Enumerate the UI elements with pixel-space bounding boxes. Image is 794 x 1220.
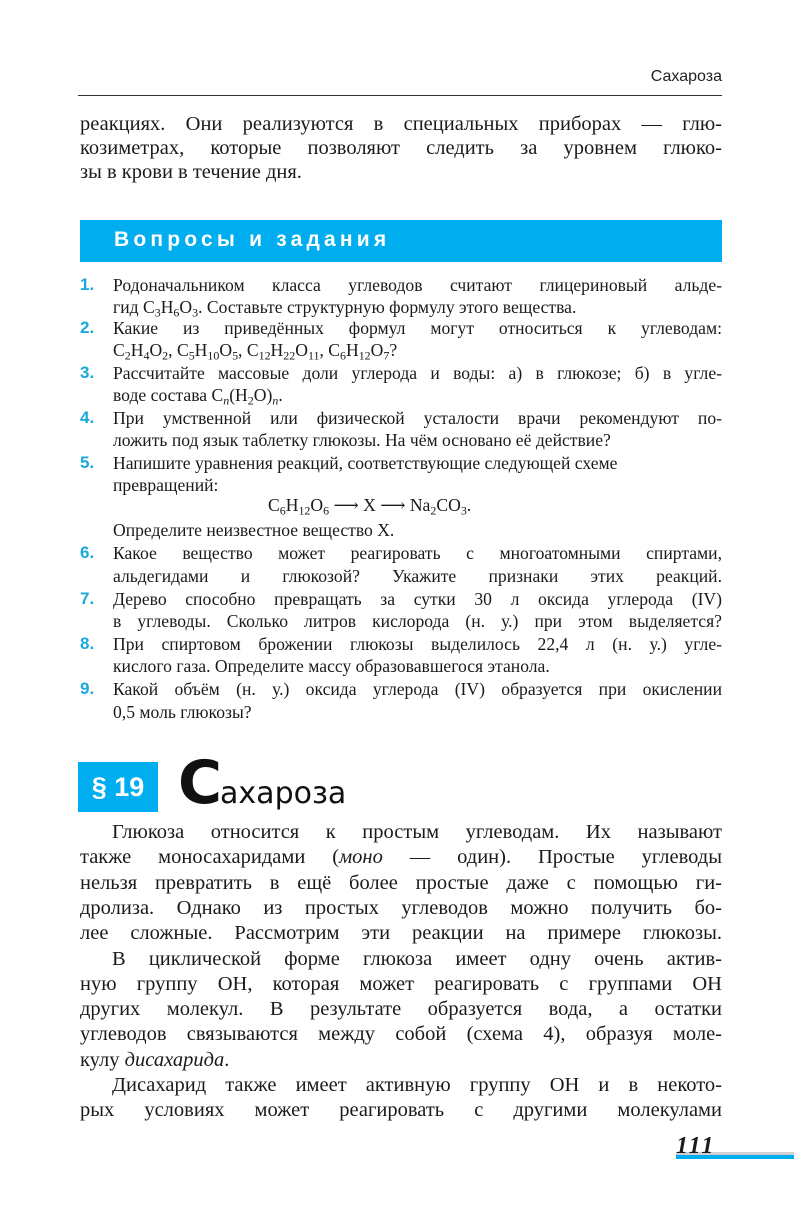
- text-segment: Дерево способно превращать за сутки 30 л оксида углерода (IV): [113, 589, 722, 609]
- text-line: [80, 972, 722, 996]
- text-segment: зы в крови в течение дня.: [80, 161, 302, 183]
- text-segment: углеводов связываются между собой (схема 4), образуя моле-: [80, 1023, 722, 1046]
- text-segment: ?: [389, 340, 398, 360]
- text-segment: O): [253, 385, 273, 405]
- text-line: [80, 1022, 722, 1046]
- text-segment: При спиртовом брожении глюкозы выделилось 22,4 л (н. у.) угле-: [113, 634, 722, 654]
- text-segment: O: [149, 340, 163, 360]
- text-segment: Глюкоза относится к простым углеводам. Их называют: [112, 821, 722, 843]
- text-segment: нельзя превратить в ещё более простые даже с помощью ги-: [80, 871, 722, 894]
- text-segment: O: [219, 340, 233, 360]
- text-segment: Рассчитайте массовые доли углерода и воды: а) в глюкозе; б) в угле-: [113, 363, 722, 383]
- text-segment: В циклической форме глюкоза имеет одну очень актив-: [112, 947, 722, 970]
- text-line: [113, 384, 722, 406]
- page-number: 111: [676, 1133, 716, 1159]
- question-number: 6.: [80, 543, 95, 562]
- title-initial: С: [178, 748, 221, 818]
- text-line: [113, 519, 722, 541]
- text-segment: 12: [358, 348, 371, 363]
- running-head: Сахароза: [650, 68, 722, 85]
- text-line: [113, 678, 722, 700]
- text-segment: Определите неизвестное вещество X.: [113, 520, 395, 540]
- text-line: [113, 588, 722, 610]
- text-segment: Какое вещество может реагировать с многоатомными спиртами,: [113, 543, 722, 563]
- text-line: [113, 407, 722, 429]
- text-segment: H: [194, 340, 208, 360]
- text-line: [80, 1098, 722, 1122]
- text-segment: Какие из приведённых формул могут относиться к углеводам:: [113, 318, 722, 338]
- text-segment: 11: [307, 348, 320, 363]
- text-line: [113, 452, 722, 474]
- text-segment: 3: [460, 503, 467, 518]
- text-segment: O: [179, 297, 193, 317]
- text-segment: дисахарида: [124, 1048, 225, 1071]
- text-segment: ную группу ОН, которая может реагировать с группами ОН: [80, 972, 722, 995]
- text-segment: При умственной или физической усталости врачи рекомендуют по-: [113, 408, 722, 428]
- text-segment: Дисахарид также имеет активную группу ОН и в некото-: [112, 1074, 722, 1096]
- text-segment: 6: [173, 305, 180, 320]
- text-segment: 4: [143, 348, 150, 363]
- text-segment: O: [310, 495, 324, 515]
- text-segment: 0,5 моль глюкозы?: [113, 702, 252, 722]
- text-segment: ложить под язык таблетку глюкозы. На чём основано её действие?: [113, 430, 611, 450]
- text-segment: n: [272, 393, 279, 408]
- text-segment: моно: [339, 846, 383, 869]
- text-segment: кислого газа. Определите массу образовавшегося этанола.: [113, 656, 550, 676]
- text-segment: 12: [258, 348, 271, 363]
- text-line: [113, 633, 722, 655]
- text-segment: n: [223, 393, 230, 408]
- text-segment: 7: [383, 348, 390, 363]
- text-line: [113, 542, 722, 564]
- text-segment: 10: [207, 348, 220, 363]
- section-number-badge: § 19: [78, 762, 158, 812]
- text-segment: рых условиях может реагировать с другими молекулами: [80, 1099, 722, 1122]
- text-segment: превращений:: [113, 475, 219, 495]
- text-segment: 6: [340, 348, 346, 363]
- text-segment: H: [270, 340, 284, 360]
- text-segment: Какой объём (н. у.) оксида углерода (IV) образуется при окислении: [113, 679, 722, 699]
- text-segment: реакциях. Они реализуются в специальных приборах — глю-: [80, 113, 722, 135]
- text-segment: 5: [232, 348, 239, 363]
- text-segment: H: [345, 340, 359, 360]
- text-segment: воде состава C: [113, 385, 224, 405]
- text-segment: H: [160, 297, 174, 317]
- text-segment: других молекул. В результате образуется вода, а остатки: [80, 998, 722, 1021]
- text-segment: ⟶ X ⟶ Na: [329, 495, 431, 515]
- text-segment: козиметрах, которые позволяют следить за уровнем глюко-: [80, 137, 722, 159]
- text-segment: , C: [319, 340, 340, 360]
- text-segment: O: [295, 340, 308, 360]
- text-line: [113, 317, 722, 339]
- question-number: 3.: [80, 363, 95, 382]
- text-segment: 2: [162, 348, 169, 363]
- text-segment: .: [466, 495, 472, 515]
- text-segment: в углеводы. Сколько литров кислорода (н. у.) при этом выделяется?: [113, 611, 722, 631]
- text-segment: H: [285, 495, 299, 515]
- text-line: [80, 871, 722, 895]
- text-line: [80, 112, 722, 136]
- text-segment: C: [268, 495, 280, 515]
- text-segment: , C: [168, 340, 189, 360]
- text-segment: 6: [323, 503, 330, 518]
- text-segment: 3: [154, 305, 161, 320]
- text-segment: (H: [229, 385, 248, 405]
- text-line: [113, 339, 722, 361]
- text-segment: .: [278, 385, 283, 405]
- text-segment: 2: [247, 393, 254, 408]
- text-segment: .: [224, 1048, 230, 1071]
- text-segment: 6: [279, 503, 286, 518]
- text-segment: 5: [188, 348, 195, 363]
- text-line: [80, 921, 722, 945]
- text-line: [80, 1048, 722, 1072]
- question-number: 2.: [80, 318, 95, 337]
- text-segment: . Составьте структурную формулу этого вещества.: [198, 297, 577, 317]
- text-line: [80, 136, 722, 160]
- text-line: [113, 274, 722, 296]
- text-segment: 2: [430, 503, 437, 518]
- question-number: 5.: [80, 453, 95, 472]
- header-rule: [78, 95, 722, 96]
- text-line: [80, 997, 722, 1021]
- text-line: [113, 610, 722, 632]
- question-number: 7.: [80, 589, 95, 608]
- text-segment: CO: [436, 495, 461, 515]
- text-line: [113, 474, 722, 496]
- text-segment: 2: [124, 348, 131, 363]
- text-line: [80, 160, 722, 184]
- text-segment: альдегидами и глюкозой? Укажите признаки этих реакций.: [113, 566, 722, 586]
- text-segment: — один). Простые углеводы: [382, 846, 722, 869]
- text-segment: кулу: [80, 1048, 125, 1071]
- section-title: [178, 748, 346, 818]
- text-segment: гид C: [113, 297, 155, 317]
- text-segment: лее сложные. Рассмотрим эти реакции на примере глюкозы.: [80, 922, 722, 945]
- question-number: 4.: [80, 408, 95, 427]
- text-segment: H: [130, 340, 144, 360]
- text-segment: 12: [298, 503, 311, 518]
- questions-header: [80, 220, 722, 262]
- text-line: [113, 701, 722, 723]
- text-line: [113, 296, 722, 318]
- text-segment: C: [113, 340, 125, 360]
- question-number: 9.: [80, 679, 95, 698]
- text-segment: также моносахаридами (: [80, 846, 340, 869]
- text-segment: 3: [192, 305, 199, 320]
- text-segment: , C: [238, 340, 259, 360]
- text-line: [112, 947, 722, 971]
- text-segment: дролиза. Однако из простых углеводов можно получить бо-: [80, 896, 722, 919]
- text-segment: Напишите уравнения реакций, соответствующие следующей схеме: [113, 453, 618, 473]
- text-line: [80, 896, 722, 920]
- question-number: 8.: [80, 634, 95, 653]
- title-rest: ахароза: [220, 776, 347, 811]
- question-number: 1.: [80, 275, 95, 294]
- text-line: [113, 655, 722, 677]
- text-line: [268, 494, 471, 516]
- text-line: [113, 565, 722, 587]
- text-segment: O: [370, 340, 384, 360]
- text-line: [113, 429, 722, 451]
- text-line: [113, 362, 722, 384]
- text-line: [112, 1073, 722, 1097]
- text-segment: 22: [283, 348, 296, 363]
- text-line: [80, 845, 722, 869]
- text-segment: Родоначальником класса углеводов считают глицериновый альде-: [113, 275, 722, 295]
- text-line: [112, 820, 722, 844]
- questions-title: Вопросы и задания: [114, 228, 391, 251]
